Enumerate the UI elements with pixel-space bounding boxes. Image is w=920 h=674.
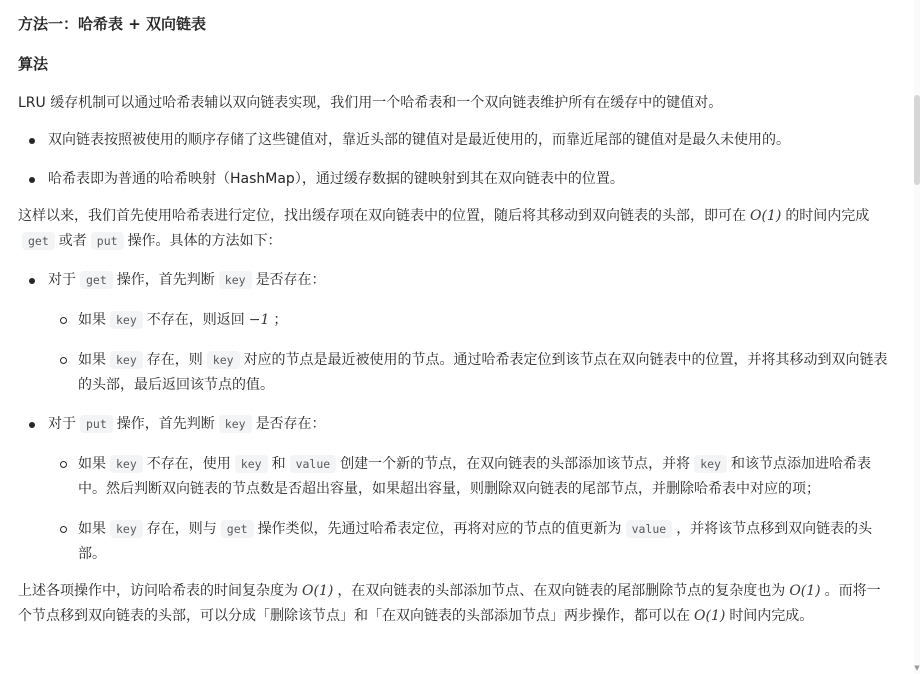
inline-code: key — [110, 520, 143, 538]
inline-code: get — [221, 520, 254, 538]
text: ； — [273, 312, 288, 328]
text: 时间内完成。 — [729, 608, 814, 624]
math-expression: O(1) — [789, 583, 821, 599]
text: 创建一个新的节点，在双向链表的头部添加该节点，并将 — [340, 456, 691, 472]
text: 这样以来，我们首先使用哈希表进行定位，找出缓存项在双向链表中的位置，随后将其移动到双向链表的头部，即可在 — [18, 208, 746, 224]
list-item: 双向链表按照被使用的顺序存储了这些键值对，靠近头部的键值对是最近使用的，而靠近尾部的键值对是最久未使用的。 — [18, 128, 890, 153]
list-item-put — [18, 412, 890, 567]
list-item-get — [18, 268, 890, 398]
section-heading: 算法 — [18, 55, 49, 73]
intro-paragraph: LRU 缓存机制可以通过哈希表辅以双向链表实现，我们用一个哈希表和一个双向链表维护所有在缓存中的键值对。 — [18, 95, 723, 111]
sub-list — [18, 452, 890, 567]
text: ，并将该节点移到双向链表的头部。 — [78, 521, 873, 562]
inline-code: key — [219, 271, 252, 289]
inline-code: put — [80, 415, 113, 433]
inline-code: value — [626, 520, 673, 538]
text: 和 — [271, 456, 286, 472]
text: 操作，首先判断 — [116, 272, 215, 288]
text: 操作，首先判断 — [116, 416, 215, 432]
list-item: 哈希表即为普通的哈希映射（HashMap），通过缓存数据的键映射到其在双向链表中的位置。 — [18, 167, 890, 192]
sub-list-item — [18, 517, 890, 567]
math-expression: O(1) — [694, 608, 726, 624]
text: 不存在，则返回 — [146, 312, 245, 328]
text: 如果 — [78, 456, 106, 472]
math-expression: O(1) — [750, 208, 782, 224]
text: 如果 — [78, 352, 106, 368]
inline-code: key — [110, 351, 143, 369]
inline-code: get — [80, 271, 113, 289]
text: 或者 — [58, 233, 87, 249]
text: 和该节点添加进哈希表中。然后判断双向链表的节点数是否超出容量，如果超出容量，则删除双向链表的尾部节点，并删除哈希表中对应的项； — [78, 456, 871, 497]
inline-code: key — [207, 351, 240, 369]
method-paragraph — [18, 204, 890, 254]
inline-code: key — [694, 455, 727, 473]
text: 上述各项操作中，访问哈希表的时间复杂度为 — [18, 583, 298, 599]
text: ，在双向链表的头部添加节点、在双向链表的尾部删除节点的复杂度也为 — [337, 583, 786, 599]
text: 对于 — [48, 272, 76, 288]
complexity-paragraph — [18, 579, 890, 629]
math-expression: O(1) — [302, 583, 334, 599]
sub-list-item — [18, 452, 890, 502]
page-title: 方法一：哈希表 + 双向链表 — [18, 15, 207, 33]
text: 操作类似，先通过哈希表定位，再将对应的节点的值更新为 — [257, 521, 622, 537]
inline-code: key — [219, 415, 252, 433]
text: 如果 — [78, 312, 106, 328]
sub-list — [18, 308, 890, 398]
sub-list-item — [18, 348, 890, 398]
inline-code: get — [22, 232, 55, 250]
text: 对于 — [48, 416, 76, 432]
article — [18, 0, 890, 629]
text: 是否存在： — [255, 272, 326, 288]
structure-list — [18, 128, 890, 192]
text: 操作。具体的方法如下： — [127, 233, 282, 249]
scrollbar-thumb[interactable] — [914, 95, 920, 185]
text: 是否存在： — [255, 416, 326, 432]
scroll-down-arrow-icon[interactable]: ▼ — [914, 664, 920, 672]
inline-code: value — [290, 455, 337, 473]
text: 的时间内完成 — [785, 208, 870, 224]
text: 存在，则 — [146, 352, 203, 368]
sub-list-item — [18, 308, 890, 333]
text: 。而将一个节点移到双向链表的头部，可以分成「删除该节点」和「在双向链表的头部添加节点」两步操作，都可以在 — [18, 583, 881, 624]
text: 存在，则与 — [146, 521, 217, 537]
math-expression: −1 — [248, 312, 270, 328]
inline-code: put — [91, 232, 124, 250]
operation-list — [18, 268, 890, 567]
inline-code: key — [110, 455, 143, 473]
text: 对应的节点是最近被使用的节点。通过哈希表定位到该节点在双向链表中的位置，并将其移动到双向链表的头部，最后返回该节点的值。 — [78, 352, 888, 393]
text: 不存在，使用 — [146, 456, 231, 472]
inline-code: key — [110, 311, 143, 329]
inline-code: key — [235, 455, 268, 473]
text: 如果 — [78, 521, 106, 537]
